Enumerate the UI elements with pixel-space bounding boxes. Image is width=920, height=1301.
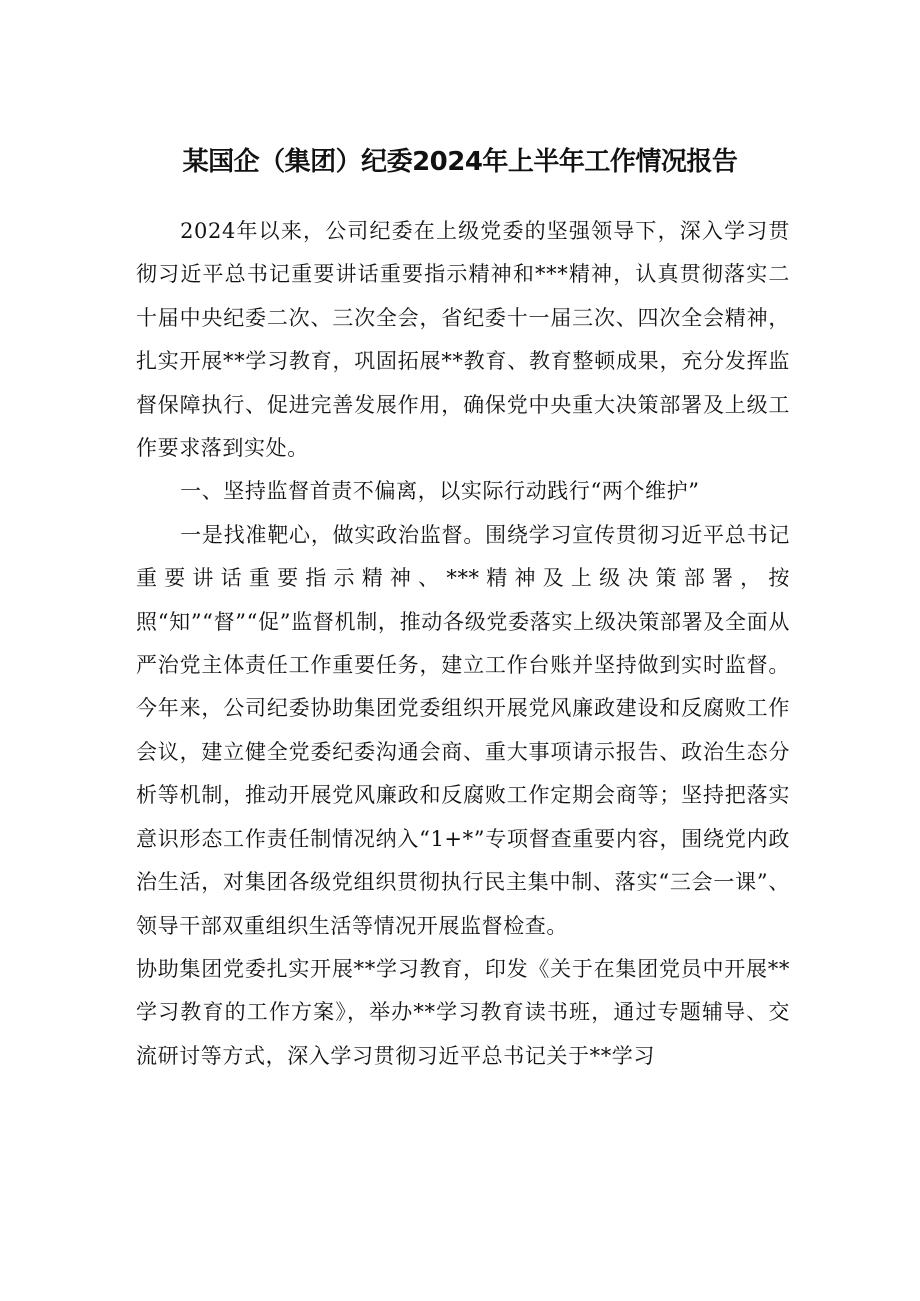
intro-paragraph: 2024年以来，公司纪委在上级党委的坚强领导下，深入学习贯彻习近平总书记重要讲话重要指示精神和***精神，认真贯彻落实二十届中央纪委二次、三次全会，省纪委十一届三次、四次全会精神，扎实开展**学习教育，巩固拓展**教育、教育整顿成果，充分发挥监督保障执行、促进完善发展作用，确保党中央重大决策部署及上级工作要求落到实处。 xyxy=(136,219,790,461)
document-body xyxy=(136,210,790,1078)
section-heading-1: 一、坚持监督首责不偏离，以实际行动践行“两个维护” xyxy=(180,479,700,504)
body-paragraph-political-supervision: 一是找准靶心，做实政治监督。围绕学习宣传贯彻习近平总书记重要讲话重要指示精神、***精神及上级决策部署，按照“知”“督”“促”监督机制，推动各级党委落实上级决策部署及全面从严治党主体责任工作重要任务，建立工作台账并坚持做到实时监督。今年来，公司纪委协助集团党委组织开展党风廉政建设和反腐败工作会议，建立健全党委纪委沟通会商、重大事项请示报告、政治生态分析等机制，推动开展党风廉政和反腐败工作定期会商等；坚持把落实意识形态工作责任制情况纳入“1+*”专项督查重要内容，围绕党内政治生活，对集团各级党组织贯彻执行民主集中制、落实“三会一课”、领导干部双重组织生活等情况开展监督检查。 xyxy=(136,522,790,938)
body-paragraph-study-education: 协助集团党委扎实开展**学习教育，印发《关于在集团党员中开展**学习教育的工作方案》，举办**学习教育读书班，通过专题辅导、交流研讨等方式，深入学习贯彻习近平总书记关于**学习 xyxy=(136,956,790,1068)
document-title: 某国企（集团）纪委2024年上半年工作情况报告 xyxy=(182,147,738,178)
